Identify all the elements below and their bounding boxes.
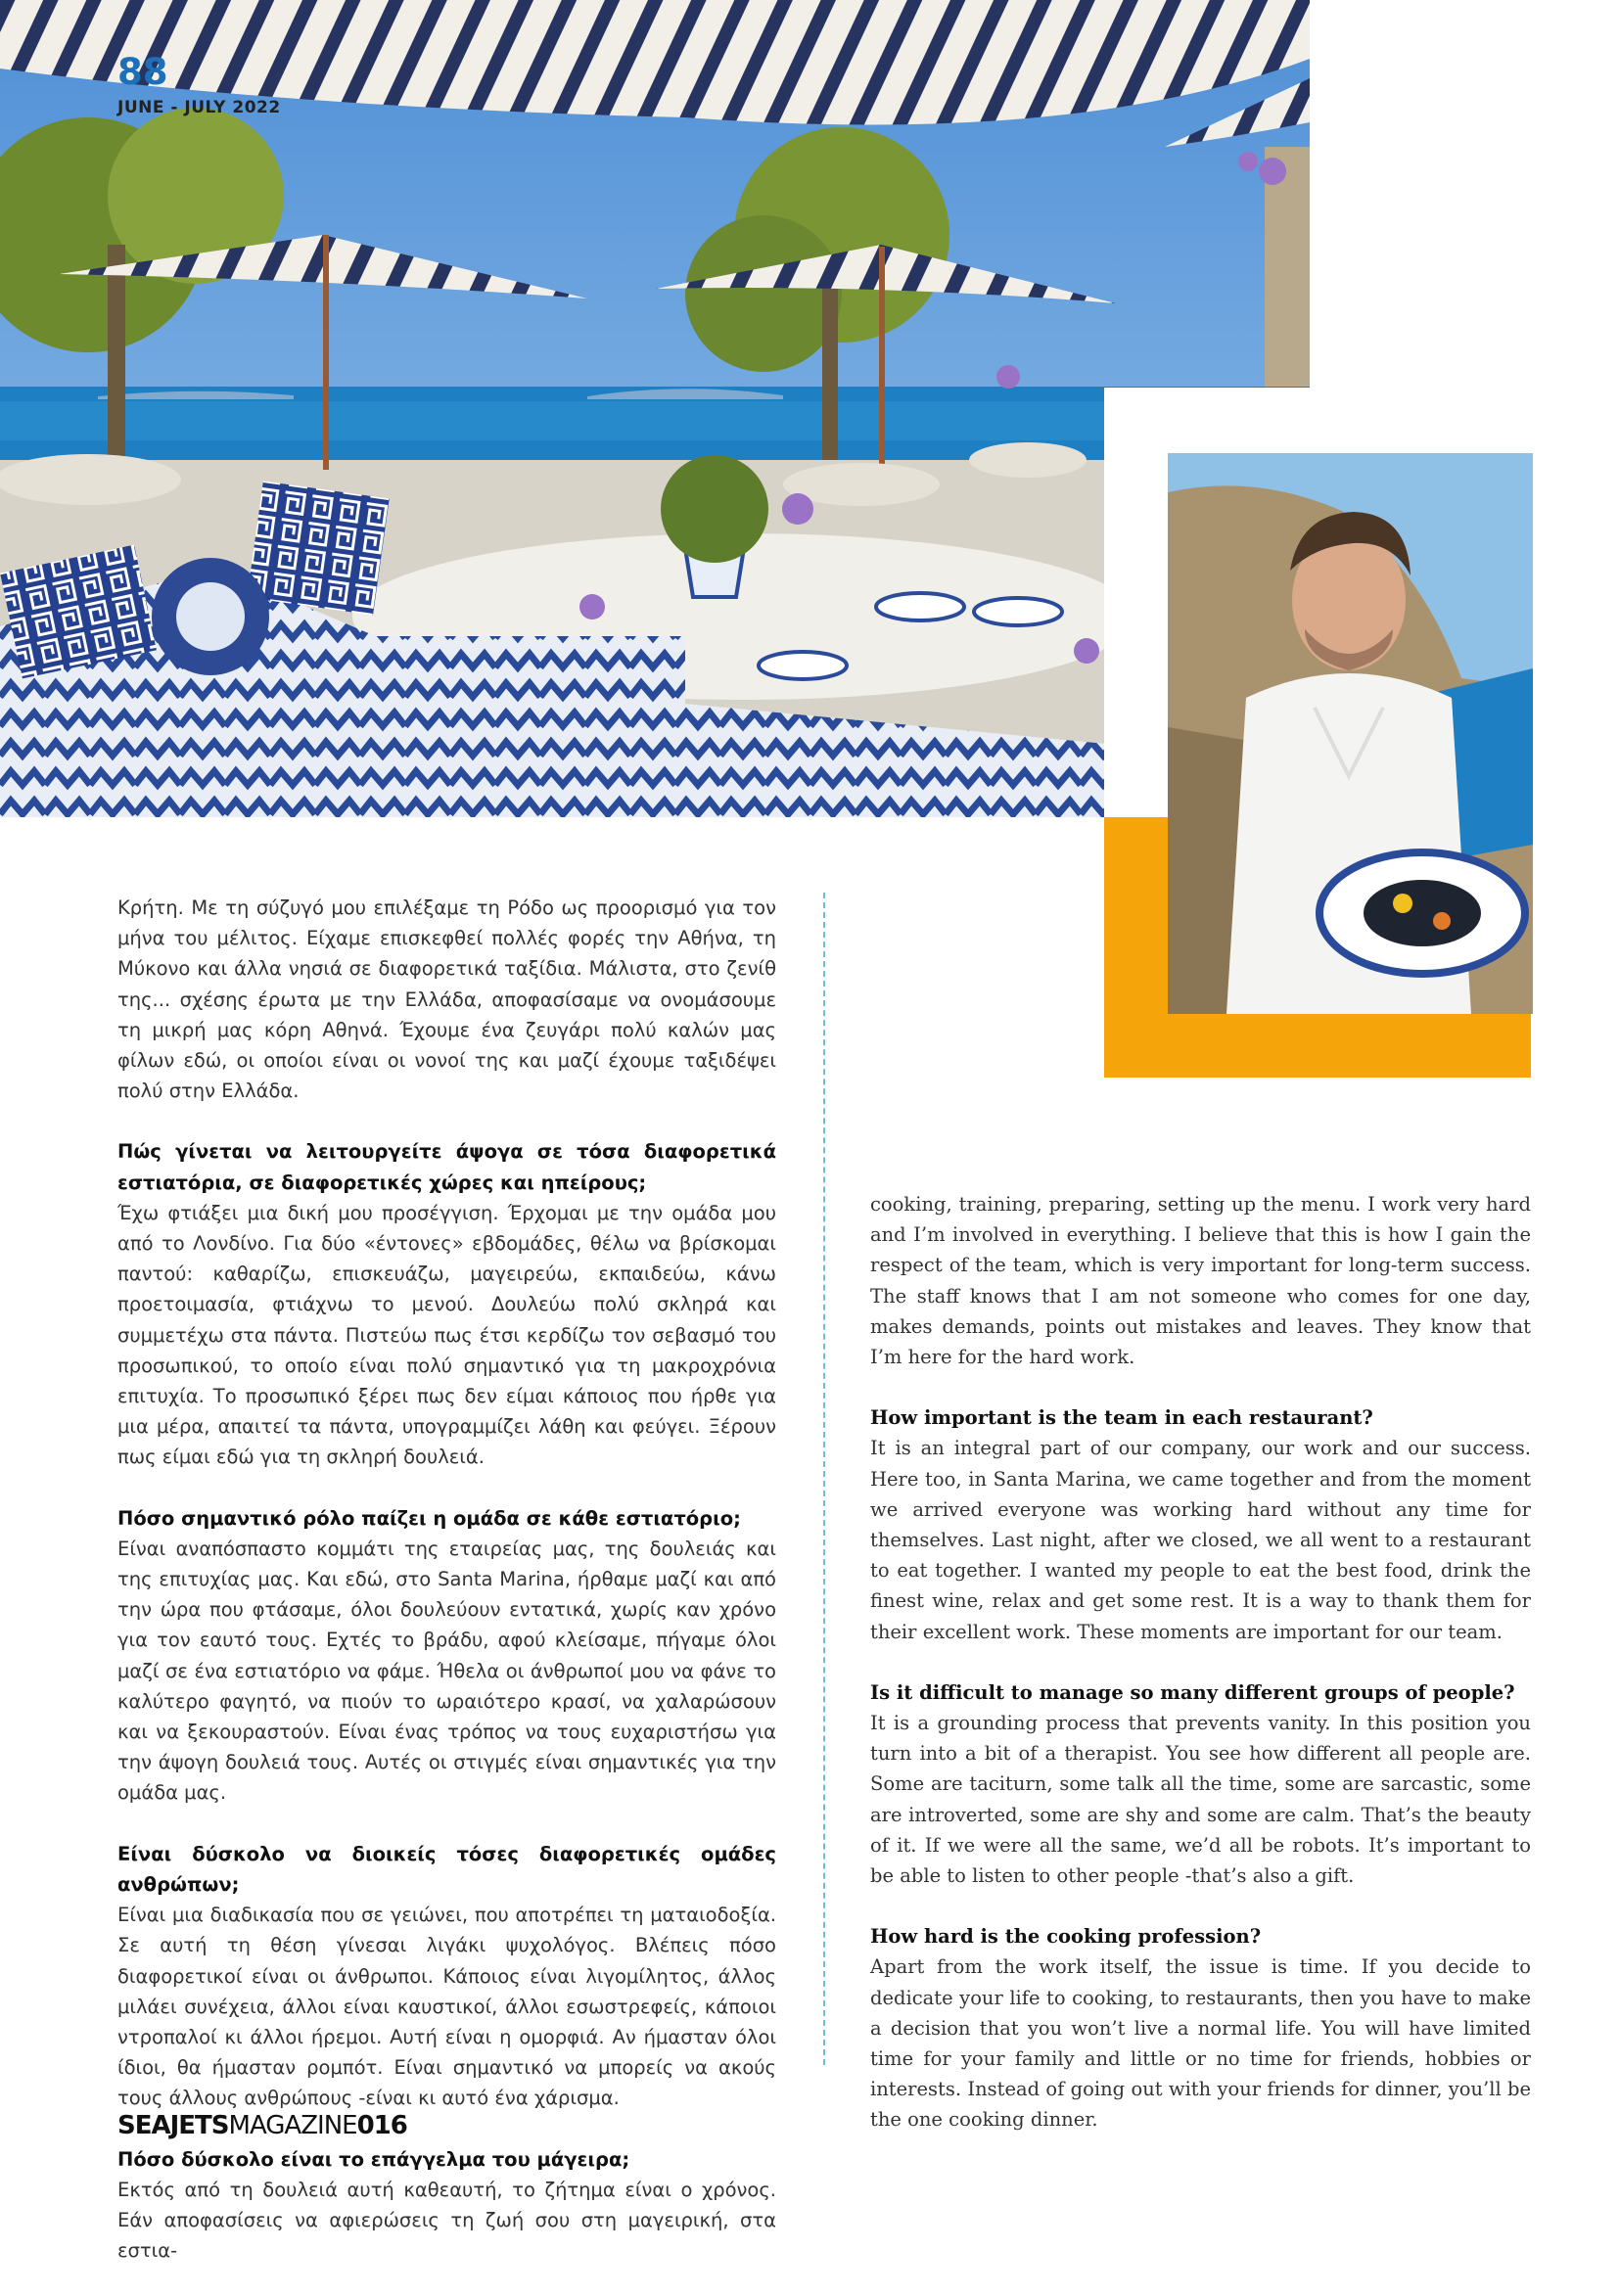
- greek-qa-4: [117, 2144, 776, 2267]
- english-answer-3: Apart from the work itself, the issue is time. If you decide to dedicate your life to cooking, to restaurants, then you have to make a decision that you won’t live a normal life. You will have limited time for your family and little or no time for friends, hobbies or interests. Instead of going out with your friends for dinner, you’ll be the one cooking dinner.: [870, 1955, 1531, 2132]
- english-article-column: [870, 1189, 1531, 2166]
- english-question-2: Is it difficult to manage so many different groups of people?: [870, 1680, 1515, 1704]
- english-qa-3: [870, 1921, 1531, 2135]
- greek-qa-1: [117, 1136, 776, 1472]
- greek-article-column: [117, 893, 776, 2296]
- greek-paragraph-1: Κρήτη. Με τη σύζυγό μου επιλέξαμε τη Ρόδο ως προορισμό για τον μήνα του μέλιτος. Είχαμε επισκεφθεί πολλές φορές την Αθήνα, τη Μύκονο και άλλα νησιά σε διαφορετικά ταξίδια. Μάλιστα, στο ζενίθ της... σχέσης έρωτα με την Ελλάδα, αποφασίσαμε να ονομάσουμε τη μικρή μας κόρη Αθηνά. Έχουμε ένα ζευγάρι πολύ καλών μας φίλων εδώ, οι οποίοι είναι οι νονοί της και μαζί έχουμε ταξιδέψει πολύ στην Ελλάδα.: [117, 896, 776, 1103]
- english-qa-2: [870, 1677, 1531, 1891]
- greek-question-4: Πόσο δύσκολο είναι το επάγγελμα του μάγειρα;: [117, 2147, 630, 2171]
- english-qa-1: [870, 1402, 1531, 1647]
- greek-question-2: Πόσο σημαντικό ρόλο παίζει η ομάδα σε κάθε εστιατόριο;: [117, 1506, 741, 1530]
- english-question-1: How important is the team in each restaurant?: [870, 1406, 1373, 1430]
- english-paragraph-1: cooking, training, preparing, setting up the menu. I work very hard and I’m involved in everything. I believe that this is how I gain the respect of the team, which is very important for long-term success. The staff knows that I am not someone who comes for one day, makes demands, points out mistakes and leaves. They know that I’m here for the hard work.: [870, 1193, 1531, 1369]
- greek-qa-2: [117, 1503, 776, 1809]
- chef-illustration: [1168, 453, 1533, 1014]
- greek-answer-4: Εκτός από τη δουλειά αυτή καθεαυτή, το ζήτημα είναι ο χρόνος. Εάν αποφασίσεις να αφιερώσεις τη ζωή σου στη μαγειρική, στα εστια-: [117, 2178, 776, 2263]
- page-number: 88: [117, 51, 168, 93]
- greek-answer-1: Έχω φτιάξει μια δική μου προσέγγιση. Έρχομαι με την ομάδα μου από το Λονδίνο. Για δύο «έντονες» εβδομάδες, θέλω να βρίσκομαι παντού: καθαρίζω, επισκευάζω, μαγειρεύω, εκπαιδεύω, κάνω προετοιμασία, φτιάχνω το μενού. Δουλεύω πολύ σκληρά και συμμετέχω στα πάντα. Πιστεύω πως έτσι κερδίζω τον σεβασμό του προσωπικού, το οποίο είναι πολύ σημαντικό για τη μακροχρόνια επιτυχία. Το προσωπικό ξέρει πως δεν είμαι κάποιος που ήρθε για μια μέρα, απαιτεί τα πάντα, υπογραμμίζει λάθη και φεύγει. Ξέρουν πως είμαι εδώ για τη σκληρή δουλειά.: [117, 1201, 776, 1469]
- english-answer-2: It is a grounding process that prevents vanity. In this position you turn into a bit of a therapist. You see how different all people are. Some are taciturn, some talk all the time, some are sarcastic, some are introverted, some are shy and some are calm. That’s the beauty of it. If we were all the same, we’d all be robots. It’s important to be able to listen to other people -that’s also a gift.: [870, 1712, 1531, 1888]
- footer-brand: SEAJETS: [117, 2111, 229, 2140]
- greek-qa-3: [117, 1839, 776, 2114]
- greek-question-3: Είναι δύσκολο να διοικείς τόσες διαφορετικές ομάδες ανθρώπων;: [117, 1842, 776, 1896]
- column-divider: [823, 893, 825, 2065]
- greek-answer-2: Είναι αναπόσπαστο κομμάτι της εταιρείας μας, της δουλειάς και της επιτυχίας μας. Και εδώ, στο Santa Marina, ήρθαμε μαζί και από την ώρα που φτάσαμε, όλοι δουλεύουν εντατικά, χωρίς καν χρόνο για τον εαυτό τους. Εχτές το βράδυ, αφού κλείσαμε, πήγαμε όλοι μαζί σε ένα εστιατόριο να φάμε. Ήθελα οι άνθρωποί μου να φάνε το καλύτερο φαγητό, να πιούν το ωραιότερο κρασί, να χαλαρώσουν και να ξεκουραστούν. Είναι ένας τρόπος να τους ευχαριστήσω για την άψογη δουλειά τους. Αυτές οι στιγμές είναι σημαντικές για την ομάδα μας.: [117, 1537, 776, 1805]
- footer-issue: 016: [356, 2111, 407, 2140]
- issue-date: JUNE - JULY 2022: [117, 98, 281, 117]
- greek-question-1: Πώς γίνεται να λειτουργείτε άψογα σε τόσα διαφορετικά εστιατόρια, σε διαφορετικές χώρες και ηπείρους;: [117, 1140, 776, 1194]
- greek-answer-3: Είναι μια διαδικασία που σε γειώνει, που αποτρέπει τη ματαιοδοξία. Σε αυτή τη θέση γίνεσαι λιγάκι ψυχολόγος. Βλέπεις πόσο διαφορετικοί είναι οι άνθρωποι. Κάποιος είναι λιγομίλητος, άλλος μιλάει συνέχεια, άλλοι είναι καυστικοί, άλλοι εσωστρεφείς, κάποιοι ντροπαλοί κι άλλοι ήρεμοι. Αυτή είναι η ομορφιά. Αν ήμασταν όλοι ίδιοι, θα ήμασταν ρομπότ. Είναι σημαντικό να μπορείς να ακούς τους άλλους ανθρώπους -είναι κι αυτό ένα χάρισμα.: [117, 1904, 776, 2110]
- english-question-3: How hard is the cooking profession?: [870, 1925, 1262, 1949]
- magazine-footer: [117, 2111, 407, 2140]
- english-answer-1: It is an integral part of our company, our work and our success. Here too, in Santa Marina, we came together and from the moment we arrived everyone was working hard without any time for themselves. Last night, after we closed, we all went to a restaurant to eat together. I wanted my people to eat the best food, drink the finest wine, relax and get some rest. It is a way to thank them for their excellent work. These moments are important for our team.: [870, 1437, 1531, 1643]
- footer-magazine: MAGAZINE: [228, 2111, 357, 2140]
- chef-portrait: [1168, 453, 1533, 1014]
